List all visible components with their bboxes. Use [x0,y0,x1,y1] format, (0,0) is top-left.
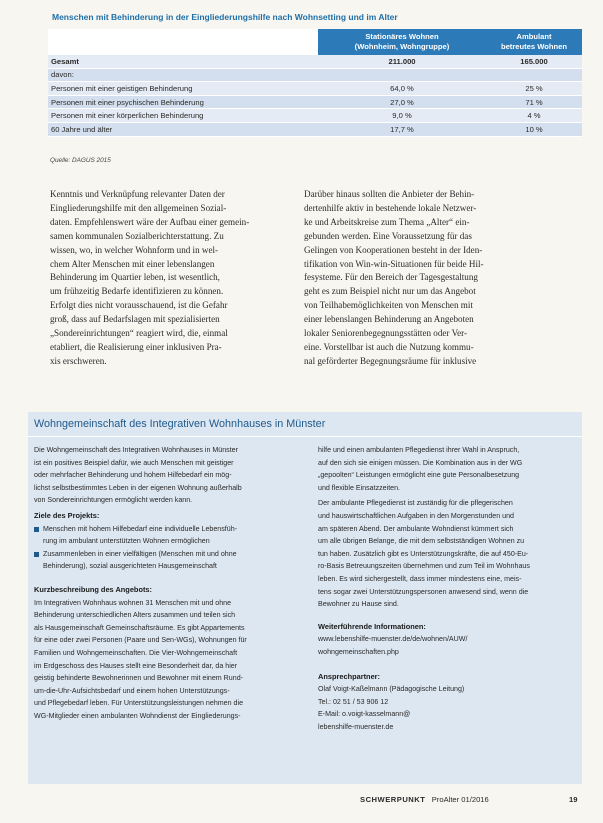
bullet-square-icon [34,527,39,532]
text-line: für eine oder zwei Personen (Paare und Sen-WGs), Wohnungen für [34,636,247,645]
text-line: Bewohner zu Hause sind. [318,600,399,609]
article-line: nal geförderter Begegnungsräume für inklusive [304,355,477,366]
spacer [318,614,574,618]
intro-paragraph [34,444,290,507]
text-line: und flexible Einsatzzeiten. [318,483,401,492]
text-line: Olaf Voigt-Kaßelmann (Pädagogische Leitung) [318,685,465,694]
table-header-blank [48,29,318,55]
article-line: xis erschweren. [50,355,107,366]
article-line: geht es zum Beispiel nicht nur um das Angebot [304,286,476,297]
text-line: ist ein positives Beispiel dafür, wie auch Menschen mit geistiger [34,458,234,467]
stationary-value [318,68,486,82]
paragraph-1 [318,444,574,494]
article-line: chem Alter Menschen mit einer lebenslangen [50,258,215,269]
spacer [318,662,574,668]
info-heading: Weiterführende Informationen: [318,621,426,631]
table-row [48,109,582,123]
stationary-value: 64,0 % [318,82,486,96]
info-box-left-column [34,444,290,725]
info-box-divider [28,436,582,437]
ambulant-value: 165.000 [486,55,582,68]
text-line: geistig behinderte Bewohnerinnen und Bewohner mit einem Rund- [34,674,244,683]
stationary-value: 9,0 % [318,109,486,123]
goal-item [34,523,290,548]
spacer [34,573,290,581]
ambulant-value [486,68,582,82]
page-footer [360,795,578,804]
row-label: Personen mit einer psychischen Behinderung [48,95,318,109]
article-line: daten. Empfehlenswert wäre der Aufbau einer gemein- [50,216,250,227]
info-links [318,633,574,658]
data-table [48,29,582,137]
text-line: lichst selbstbestimmtes Leben in der eigenen Wohnung außerhalb [34,483,242,492]
ambulant-value: 10 % [486,122,582,136]
text-line: leben. Es wird sichergestellt, dass immer mindestens eine, meis- [318,574,522,583]
article-line: ke und Arbeitskreise zum Thema „Alter“ ein- [304,216,470,227]
text-line: lebenshilfe-muenster.de [318,722,394,731]
ambulant-value: 25 % [486,82,582,96]
footer-issue: ProAlter 01/2016 [431,795,489,804]
contact-heading: Ansprechpartner: [318,671,381,681]
article-line: um frühzeitig Bedarfe identifizieren zu können. [50,286,224,297]
article-line: wissen, wo, in welcher Wohnform und in wel- [50,244,219,255]
text-line: hilfe und einen ambulanten Pflegedienst ihrer Wahl in Anspruch, [318,446,520,454]
table-row [48,122,582,136]
text-line: Der ambulante Pflegedienst ist zuständig für die pflegerischen [318,499,513,508]
text-line: WG-Mitglieder einen ambulanten Wohndienst der Eingliederungs- [34,711,241,720]
table-title: Menschen mit Behinderung in der Eingliederungshilfe nach Wohnsetting und im Alter [52,12,398,22]
table-row [48,95,582,109]
table-header-row [48,29,582,55]
article-line: Kenntnis und Verknüpfung relevanter Daten der [50,189,225,199]
info-box-right-column [318,444,574,736]
table-source: Quelle: DAGUS 2015 [50,157,111,164]
text-line: Familien und Wohngemeinschaften. Die Vier-Wohngemeinschaft [34,648,238,657]
article-line: etabliert, die Realisierung einer inklusiven Pra- [50,341,222,352]
footer-section: SCHWERPUNKT [360,795,426,804]
paragraph-2 [318,497,574,610]
text-line: Menschen mit hohem Hilfebedarf eine individuelle Lebensfüh- [43,524,238,533]
table-row [48,55,582,68]
goal-item [34,548,290,573]
stationary-value: 211.000 [318,55,486,68]
article-line: Gelingen von Kooperationen besteht in der Iden- [304,244,483,255]
text-line: www.lebenshilfe-muenster.de/de/wohnen/AUW/ [318,635,468,644]
article-line: gebunden werden. Eine Voraussetzung für das [304,230,472,241]
text-line: Behinderung), sozial ausgerichteten Hausgemeinschaft [43,562,217,571]
table-header-ambulant: Ambulant betreutes Wohnen [486,29,582,55]
row-label: davon: [48,68,318,82]
ambulant-value: 71 % [486,95,582,109]
text-line: rung im ambulant unterstützten Wohnen ermöglichen [43,537,210,546]
text-line: tun haben. Zusätzlich gibt es Unterstützungskräfte, die auf 450-Eu- [318,549,529,558]
article-line: Eingliederungshilfe mit den allgemeinen Sozial- [50,202,227,213]
text-line: von Sondereinrichtungen ermöglicht werden kann. [34,496,193,505]
article-line: Behinderung im Quartier leben, ist wesentlich, [50,272,220,283]
text-line: im Erdgeschoss des Hauses stellt eine Besonderheit dar, da hier [34,661,238,670]
article-line: von Teilhabemöglichkeiten von Menschen mit [304,300,473,311]
stationary-value: 17,7 % [318,122,486,136]
table-header-stationary: Stationäres Wohnen (Wohnheim, Wohngruppe) [318,29,486,55]
article-line: tifikation von Win-win-Situationen für beide Hil- [304,258,484,269]
row-label: 60 Jahre und älter [48,122,318,136]
contact-details [318,683,574,733]
article-line: eine. Vorstellbar ist auch die Nutzung kommu- [304,341,474,352]
article-line: Erfolgt dies nicht vorausschauend, ist die Gefahr [50,300,228,311]
article-line: einer lebenslangen Behinderung an Angeboten [304,314,474,325]
table-row [48,68,582,82]
article-column-left [50,188,268,369]
page-number: 19 [569,795,578,804]
text-line: E-Mail: o.voigt-kasselmann@ [318,710,411,719]
article-line: lokaler Seniorenbegegnungsstätten oder Ver- [304,328,468,339]
text-line: am späteren Abend. Der ambulante Wohndienst kümmert sich [318,524,514,533]
article-line: dertenhilfe aktiv in bestehende lokale Netzwer- [304,202,477,213]
article-line: groß, dass auf Bedarfslagen mit spezialisierten [50,314,220,325]
row-label: Gesamt [48,55,318,68]
row-label: Personen mit einer geistigen Behinderung [48,82,318,96]
info-box-title: Wohngemeinschaft des Integrativen Wohnhauses in Münster [34,418,326,430]
article-line: Darüber hinaus sollten die Anbieter der Behin- [304,189,475,199]
row-label: Personen mit einer körperlichen Behinderung [48,109,318,123]
text-line: und Pflegebedarf leben. Für Unterstützungsleistungen nehmen die [34,699,244,708]
text-line: auf den sich sie einigen müssen. Die Kombination aus in der WG [318,458,523,467]
article-line: samen kommunalen Sozialberichterstattung. Zu [50,230,224,241]
stationary-value: 27,0 % [318,95,486,109]
table-row [48,82,582,96]
text-line: als Hausgemeinschaft Gemeinschaftsräume. Es gibt Appartements [34,623,245,632]
text-line: und hauswirtschaftlichen Aufgaben in den Morgenstunden und [318,511,515,520]
ambulant-value: 4 % [486,109,582,123]
article-line: „Sondereinrichtungen“ reagiert wird, die, einmal [50,328,228,339]
text-line: Zusammenleben in einer vielfältigen (Menschen mit und ohne [43,549,237,558]
article-column-right [304,188,522,369]
text-line: um alle übrigen Belange, die mit dem selbstständigen Wohnen zu [318,537,525,546]
text-line: Die Wohngemeinschaft des Integrativen Wohnhauses in Münster [34,446,238,454]
text-line: um-die-Uhr-Aufsichtsbedarf und einem hohen Unterstützungs- [34,686,230,695]
description-heading: Kurzbeschreibung des Angebots: [34,584,152,594]
text-line: „gepoolten“ Leistungen ermöglicht eine gute Personalbesetzung [318,471,520,480]
text-line: Tel.: 02 51 / 53 906 12 [318,697,389,706]
text-line: Im Integrativen Wohnhaus wohnen 31 Menschen mit und ohne [34,598,232,607]
goals-list [34,523,290,573]
description-paragraph [34,597,290,723]
text-line: oder mehrfacher Behinderung und hohem Hilfebedarf ein mög- [34,471,232,480]
text-line: wohngemeinschaften.php [318,647,399,656]
text-line: ro-Basis Betreuungszeiten übernehmen und zum Teil im Wohnhaus [318,562,530,571]
article-line: fesysteme. Für den Bereich der Tagesgestaltung [304,272,478,283]
goals-heading: Ziele des Projekts: [34,510,100,520]
bullet-square-icon [34,552,39,557]
text-line: Behinderung unterschiedlichen Alters zusammen und teilen sich [34,611,236,620]
text-line: tens sogar zwei Unterstützungspersonen anwesend sind, wenn die [318,587,529,596]
